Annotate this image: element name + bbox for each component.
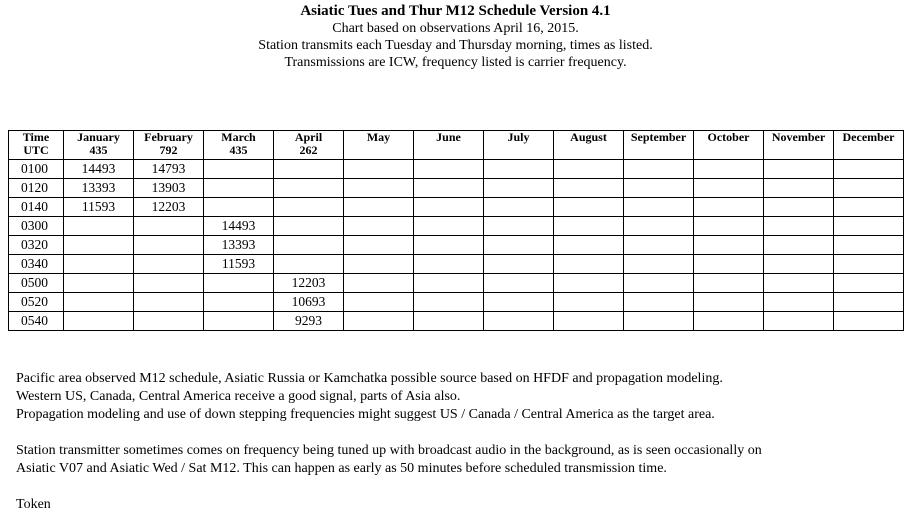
document-header: [0, 3, 911, 71]
frequency-cell: [64, 274, 134, 293]
frequency-cell: [414, 274, 484, 293]
frequency-cell: 13903: [134, 179, 204, 198]
frequency-cell: [344, 312, 414, 331]
table-header-row: [9, 131, 904, 160]
frequency-cell: [624, 293, 694, 312]
frequency-cell: [344, 179, 414, 198]
time-cell: 0140: [9, 198, 64, 217]
frequency-cell: [484, 312, 554, 331]
frequency-cell: [484, 236, 554, 255]
frequency-cell: 12203: [274, 274, 344, 293]
table-row: [9, 236, 904, 255]
table-row: [9, 293, 904, 312]
frequency-cell: 13393: [64, 179, 134, 198]
notes-section: [16, 370, 896, 514]
frequency-cell: [764, 198, 834, 217]
frequency-cell: [134, 274, 204, 293]
column-header-february: [134, 131, 204, 160]
frequency-cell: [624, 179, 694, 198]
table-row: [9, 312, 904, 331]
frequency-cell: [624, 160, 694, 179]
frequency-cell: [204, 160, 274, 179]
frequency-cell: [554, 179, 624, 198]
time-cell: 0320: [9, 236, 64, 255]
column-header-label: February: [144, 130, 193, 144]
document-title: Asiatic Tues and Thur M12 Schedule Version 4.1: [300, 3, 611, 19]
frequency-cell: [484, 217, 554, 236]
time-cell: 0500: [9, 274, 64, 293]
note-target-line: Propagation modeling and use of down stepping frequencies might suggest US / Canada / Central America as the target area.: [16, 407, 715, 422]
frequency-cell: [134, 293, 204, 312]
frequency-cell: [204, 179, 274, 198]
column-header-march: [204, 131, 274, 160]
frequency-cell: [624, 312, 694, 331]
column-header-december: [834, 131, 904, 160]
frequency-cell: [694, 293, 764, 312]
frequency-cell: [624, 217, 694, 236]
frequency-cell: [554, 293, 624, 312]
column-header-label: August: [570, 130, 607, 144]
frequency-cell: [484, 160, 554, 179]
frequency-cell: [694, 274, 764, 293]
frequency-cell: [764, 312, 834, 331]
column-header-sub: 792: [159, 143, 178, 157]
frequency-cell: [274, 255, 344, 274]
frequency-cell: [554, 217, 624, 236]
frequency-cell: [554, 236, 624, 255]
paragraph-gap: [16, 478, 896, 496]
column-header-label: June: [436, 130, 461, 144]
frequency-cell: [624, 198, 694, 217]
column-header-label: May: [366, 130, 391, 144]
frequency-cell: [64, 217, 134, 236]
frequency-cell: [554, 160, 624, 179]
frequency-cell: [484, 255, 554, 274]
frequency-cell: [834, 312, 904, 331]
frequency-cell: [694, 217, 764, 236]
frequency-cell: [484, 198, 554, 217]
signature: Token: [16, 497, 51, 512]
column-header-october: [694, 131, 764, 160]
table-row: [9, 274, 904, 293]
column-header-sub: 435: [229, 143, 248, 157]
time-cell: 0300: [9, 217, 64, 236]
subtitle-transmit-days: Station transmits each Tuesday and Thursday morning, times as listed.: [258, 38, 653, 53]
frequency-cell: [344, 255, 414, 274]
frequency-cell: [834, 198, 904, 217]
frequency-cell: [344, 160, 414, 179]
frequency-cell: [694, 236, 764, 255]
column-header-august: [554, 131, 624, 160]
frequency-cell: [764, 160, 834, 179]
frequency-cell: [134, 312, 204, 331]
note-source-line: Pacific area observed M12 schedule, Asiatic Russia or Kamchatka possible source based on HFDF and propagation modeling.: [16, 371, 723, 386]
frequency-cell: [484, 179, 554, 198]
time-cell: 0120: [9, 179, 64, 198]
frequency-cell: 13393: [204, 236, 274, 255]
frequency-cell: [834, 293, 904, 312]
frequency-cell: [204, 293, 274, 312]
column-header-sub: 435: [89, 143, 108, 157]
table-row: [9, 255, 904, 274]
frequency-cell: [834, 179, 904, 198]
frequency-cell: [694, 179, 764, 198]
frequency-cell: [344, 274, 414, 293]
frequency-cell: [694, 160, 764, 179]
column-header-sub: 262: [299, 143, 318, 157]
frequency-cell: [204, 312, 274, 331]
frequency-cell: [64, 255, 134, 274]
frequency-cell: 10693: [274, 293, 344, 312]
frequency-cell: [344, 198, 414, 217]
column-header-label: January: [77, 130, 120, 144]
frequency-cell: [274, 217, 344, 236]
frequency-cell: [204, 274, 274, 293]
table-row: [9, 217, 904, 236]
frequency-cell: [274, 198, 344, 217]
frequency-cell: 14793: [134, 160, 204, 179]
frequency-cell: [414, 293, 484, 312]
frequency-cell: 11593: [204, 255, 274, 274]
paragraph-gap: [16, 424, 896, 442]
frequency-cell: 12203: [134, 198, 204, 217]
frequency-cell: [64, 236, 134, 255]
frequency-cell: [834, 236, 904, 255]
frequency-cell: [484, 274, 554, 293]
column-header-label: November: [771, 130, 826, 144]
frequency-cell: [764, 255, 834, 274]
frequency-cell: [344, 236, 414, 255]
subtitle-transmission-mode: Transmissions are ICW, frequency listed is carrier frequency.: [284, 55, 627, 70]
column-header-label: April: [294, 130, 323, 144]
subtitle-observations: Chart based on observations April 16, 2015.: [332, 21, 579, 36]
frequency-cell: [764, 293, 834, 312]
frequency-cell: [134, 236, 204, 255]
frequency-cell: [274, 179, 344, 198]
frequency-cell: [554, 255, 624, 274]
note-transmitter-line-1: Station transmitter sometimes comes on frequency being tuned up with broadcast audio in the background, as is seen occasionally on: [16, 443, 762, 458]
note-reception-line: Western US, Canada, Central America receive a good signal, parts of Asia also.: [16, 389, 461, 404]
time-cell: 0340: [9, 255, 64, 274]
column-header-time: [9, 131, 64, 160]
column-header-may: [344, 131, 414, 160]
frequency-cell: [764, 274, 834, 293]
frequency-cell: 9293: [274, 312, 344, 331]
frequency-cell: [554, 312, 624, 331]
frequency-cell: [274, 236, 344, 255]
column-header-label: Time: [22, 130, 50, 144]
frequency-cell: [764, 236, 834, 255]
column-header-label: July: [507, 130, 530, 144]
frequency-cell: [414, 255, 484, 274]
frequency-cell: [764, 179, 834, 198]
frequency-cell: [834, 160, 904, 179]
column-header-november: [764, 131, 834, 160]
time-cell: 0540: [9, 312, 64, 331]
frequency-cell: [624, 255, 694, 274]
frequency-cell: [414, 217, 484, 236]
frequency-cell: [834, 274, 904, 293]
frequency-cell: [834, 217, 904, 236]
column-header-label: March: [221, 130, 256, 144]
column-header-june: [414, 131, 484, 160]
frequency-cell: [414, 236, 484, 255]
frequency-cell: [694, 312, 764, 331]
frequency-cell: 11593: [64, 198, 134, 217]
column-header-july: [484, 131, 554, 160]
column-header-april: [274, 131, 344, 160]
column-header-label: December: [842, 130, 895, 144]
frequency-cell: [414, 160, 484, 179]
frequency-cell: [554, 274, 624, 293]
column-header-september: [624, 131, 694, 160]
frequency-cell: [64, 293, 134, 312]
frequency-cell: [64, 312, 134, 331]
frequency-cell: [204, 198, 274, 217]
table-row: [9, 198, 904, 217]
column-header-sub: UTC: [23, 143, 49, 157]
column-header-january: [64, 131, 134, 160]
frequency-cell: [134, 217, 204, 236]
note-transmitter-line-2: Asiatic V07 and Asiatic Wed / Sat M12. This can happen as early as 50 minutes before scheduled transmission time.: [16, 461, 667, 476]
frequency-cell: [134, 255, 204, 274]
column-header-label: October: [707, 130, 750, 144]
frequency-cell: [624, 236, 694, 255]
frequency-cell: 14493: [204, 217, 274, 236]
time-cell: 0520: [9, 293, 64, 312]
time-cell: 0100: [9, 160, 64, 179]
schedule-table: [8, 130, 904, 331]
frequency-cell: [344, 293, 414, 312]
frequency-cell: [834, 255, 904, 274]
frequency-cell: 14493: [64, 160, 134, 179]
frequency-cell: [764, 217, 834, 236]
frequency-cell: [274, 160, 344, 179]
frequency-cell: [414, 179, 484, 198]
frequency-cell: [344, 217, 414, 236]
frequency-cell: [694, 255, 764, 274]
column-header-label: September: [630, 130, 687, 144]
table-row: [9, 179, 904, 198]
frequency-cell: [694, 198, 764, 217]
frequency-cell: [554, 198, 624, 217]
frequency-cell: [414, 312, 484, 331]
table-row: [9, 160, 904, 179]
frequency-cell: [624, 274, 694, 293]
frequency-cell: [414, 198, 484, 217]
frequency-cell: [484, 293, 554, 312]
